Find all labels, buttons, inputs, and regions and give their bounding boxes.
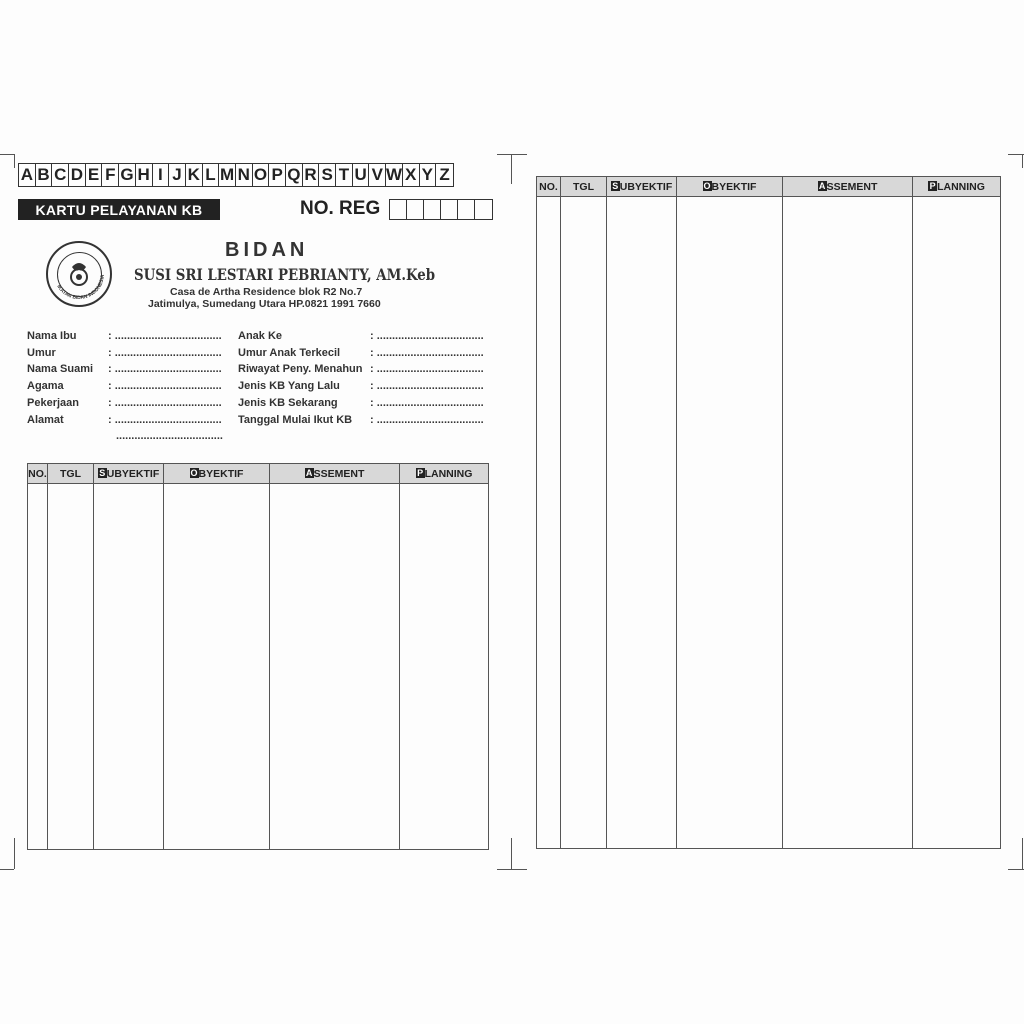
logo-emblem	[46, 241, 112, 307]
column-label: SSEMENT	[313, 467, 365, 480]
alphabet-letter: Q	[286, 164, 303, 186]
table-entry-cell[interactable]	[561, 197, 607, 849]
field-label-right: Tanggal Mulai Ikut KB	[238, 413, 353, 426]
column-header	[270, 464, 400, 484]
field-label-left: Nama Suami	[27, 363, 94, 376]
table-entry-cell[interactable]	[94, 484, 164, 850]
alphabet-letter: C	[52, 164, 69, 186]
table-entry-cell[interactable]	[783, 197, 913, 849]
crop-mark	[0, 869, 14, 870]
reg-box	[475, 200, 492, 219]
field-value-left[interactable]: : ...................................	[108, 396, 222, 409]
reg-box	[407, 200, 424, 219]
field-label-left: Umur	[27, 346, 56, 359]
field-label-left: Pekerjaan	[27, 396, 79, 409]
reg-box	[390, 200, 407, 219]
column-header	[48, 464, 94, 484]
alphabet-letter: S	[319, 164, 336, 186]
crop-mark	[1022, 838, 1023, 869]
column-initial: O	[190, 467, 198, 478]
field-value-left[interactable]: : ...................................	[108, 330, 222, 342]
alphabet-letter: W	[385, 165, 402, 184]
field-label-right: Jenis KB Sekarang	[238, 396, 338, 409]
table-entry-cell[interactable]	[677, 197, 783, 849]
crop-mark	[511, 838, 512, 869]
card-title: KARTU PELAYANAN KB	[18, 199, 220, 220]
table-entry-cell[interactable]	[164, 484, 270, 850]
column-initial: P	[417, 467, 424, 478]
reg-box	[441, 200, 458, 219]
table-entry-cell[interactable]	[607, 197, 677, 849]
column-label: TGL	[60, 467, 81, 480]
alphabet-letter: F	[102, 164, 119, 186]
service-table-right	[536, 176, 1001, 849]
field-value-right[interactable]: : ...................................	[370, 346, 484, 359]
column-header	[677, 177, 783, 197]
no-reg-label: NO. REG	[300, 198, 381, 219]
field-alamat-extra: ...................................	[116, 430, 223, 442]
alphabet-letter: B	[36, 164, 53, 186]
crop-mark	[1022, 154, 1023, 168]
alphabet-letter: H	[136, 164, 153, 186]
table-entry-cell[interactable]	[913, 197, 1001, 849]
alphabet-letter: U	[353, 164, 370, 186]
column-header	[783, 177, 913, 197]
alphabet-letter: E	[86, 164, 103, 186]
field-label-left: Alamat	[27, 413, 64, 426]
column-header	[913, 177, 1001, 197]
column-header	[28, 464, 48, 484]
crop-mark	[14, 838, 15, 869]
alphabet-letter: I	[153, 164, 170, 186]
field-value-right[interactable]: : ...................................	[370, 396, 484, 409]
column-initial: S	[99, 467, 106, 478]
alphabet-letter: N	[236, 164, 253, 186]
field-value-left[interactable]: : ...................................	[108, 413, 222, 426]
column-label: BYEKTIF	[711, 180, 757, 193]
column-label: NO.	[539, 180, 558, 193]
table-entry-cell[interactable]	[400, 484, 489, 850]
alphabet-letter: A	[19, 164, 36, 186]
alphabet-letter: K	[186, 164, 203, 186]
field-value-left[interactable]: : ...................................	[108, 346, 222, 359]
column-header	[561, 177, 607, 197]
field-label-right: Jenis KB Yang Lalu	[238, 380, 340, 393]
alphabet-letter: V	[369, 164, 386, 186]
alphabet-letter: P	[269, 164, 286, 186]
alphabet-letter: R	[303, 164, 320, 186]
crop-mark	[1008, 869, 1024, 870]
column-header	[400, 464, 489, 484]
column-label: SSEMENT	[826, 180, 878, 193]
alphabet-letter: L	[203, 164, 220, 186]
column-header	[164, 464, 270, 484]
field-label-right: Riwayat Peny. Menahun	[238, 363, 363, 376]
crop-mark	[511, 154, 512, 184]
crop-mark	[14, 154, 15, 168]
table-entry-cell[interactable]	[48, 484, 94, 850]
alphabet-letter: J	[169, 164, 186, 186]
alphabet-index	[18, 163, 454, 187]
header-bidan: BIDAN	[225, 239, 309, 261]
column-header	[607, 177, 677, 197]
address-line-1: Casa de Artha Residence blok R2 No.7	[170, 286, 363, 298]
field-value-right[interactable]: : ...................................	[370, 380, 484, 393]
column-initial: A	[305, 467, 313, 478]
field-value-right[interactable]: : ...................................	[370, 363, 484, 376]
column-header	[537, 177, 561, 197]
column-label: UBYEKTIF	[619, 180, 673, 193]
column-label: BYEKTIF	[198, 467, 244, 480]
column-initial: O	[703, 180, 711, 191]
field-value-right[interactable]: : ...................................	[370, 413, 484, 426]
column-header	[94, 464, 164, 484]
column-label: NO.	[28, 467, 47, 480]
reg-box	[424, 200, 441, 219]
midwife-name: SUSI SRI LESTARI PEBRIANTY, AM.Keb	[134, 265, 436, 284]
table-entry-cell[interactable]	[28, 484, 48, 850]
field-label-left: Agama	[27, 380, 64, 393]
ibi-logo	[46, 241, 112, 307]
alphabet-letter: T	[336, 164, 353, 186]
column-initial: A	[818, 180, 826, 191]
field-value-left[interactable]: : ...................................	[108, 363, 222, 376]
column-label: TGL	[573, 180, 594, 193]
field-label-right: Umur Anak Terkecil	[238, 346, 341, 359]
alphabet-letter: G	[119, 164, 136, 186]
crop-mark	[0, 154, 14, 155]
alphabet-letter: O	[253, 164, 270, 186]
svg-text:IKATAN BIDAN INDONESIA: IKATAN BIDAN INDONESIA	[54, 273, 106, 301]
service-table-left	[27, 463, 489, 850]
column-label: LANNING	[937, 180, 985, 193]
field-value-right[interactable]: : ...................................	[370, 330, 484, 342]
crop-mark	[497, 869, 527, 870]
crop-mark	[497, 154, 527, 155]
alphabet-letter: Z	[439, 165, 450, 184]
column-label: UBYEKTIF	[106, 467, 160, 480]
address-line-2: Jatimulya, Sumedang Utara HP.0821 1991 7660	[148, 298, 381, 310]
column-initial: P	[929, 180, 936, 191]
column-label: LANNING	[424, 467, 473, 480]
table-entry-cell[interactable]	[537, 197, 561, 849]
field-label-right: Anak Ke	[238, 330, 283, 342]
column-initial: S	[612, 180, 619, 191]
reg-box	[458, 200, 475, 219]
alphabet-letter: D	[69, 164, 86, 186]
alphabet-letter: Y	[420, 164, 437, 186]
alphabet-letter: M	[220, 165, 235, 184]
field-label-left: Nama Ibu	[27, 330, 77, 342]
alphabet-letter: X	[403, 164, 420, 186]
field-value-left[interactable]: : ...................................	[108, 380, 222, 393]
table-entry-cell[interactable]	[270, 484, 400, 850]
no-reg-boxes	[389, 199, 493, 220]
